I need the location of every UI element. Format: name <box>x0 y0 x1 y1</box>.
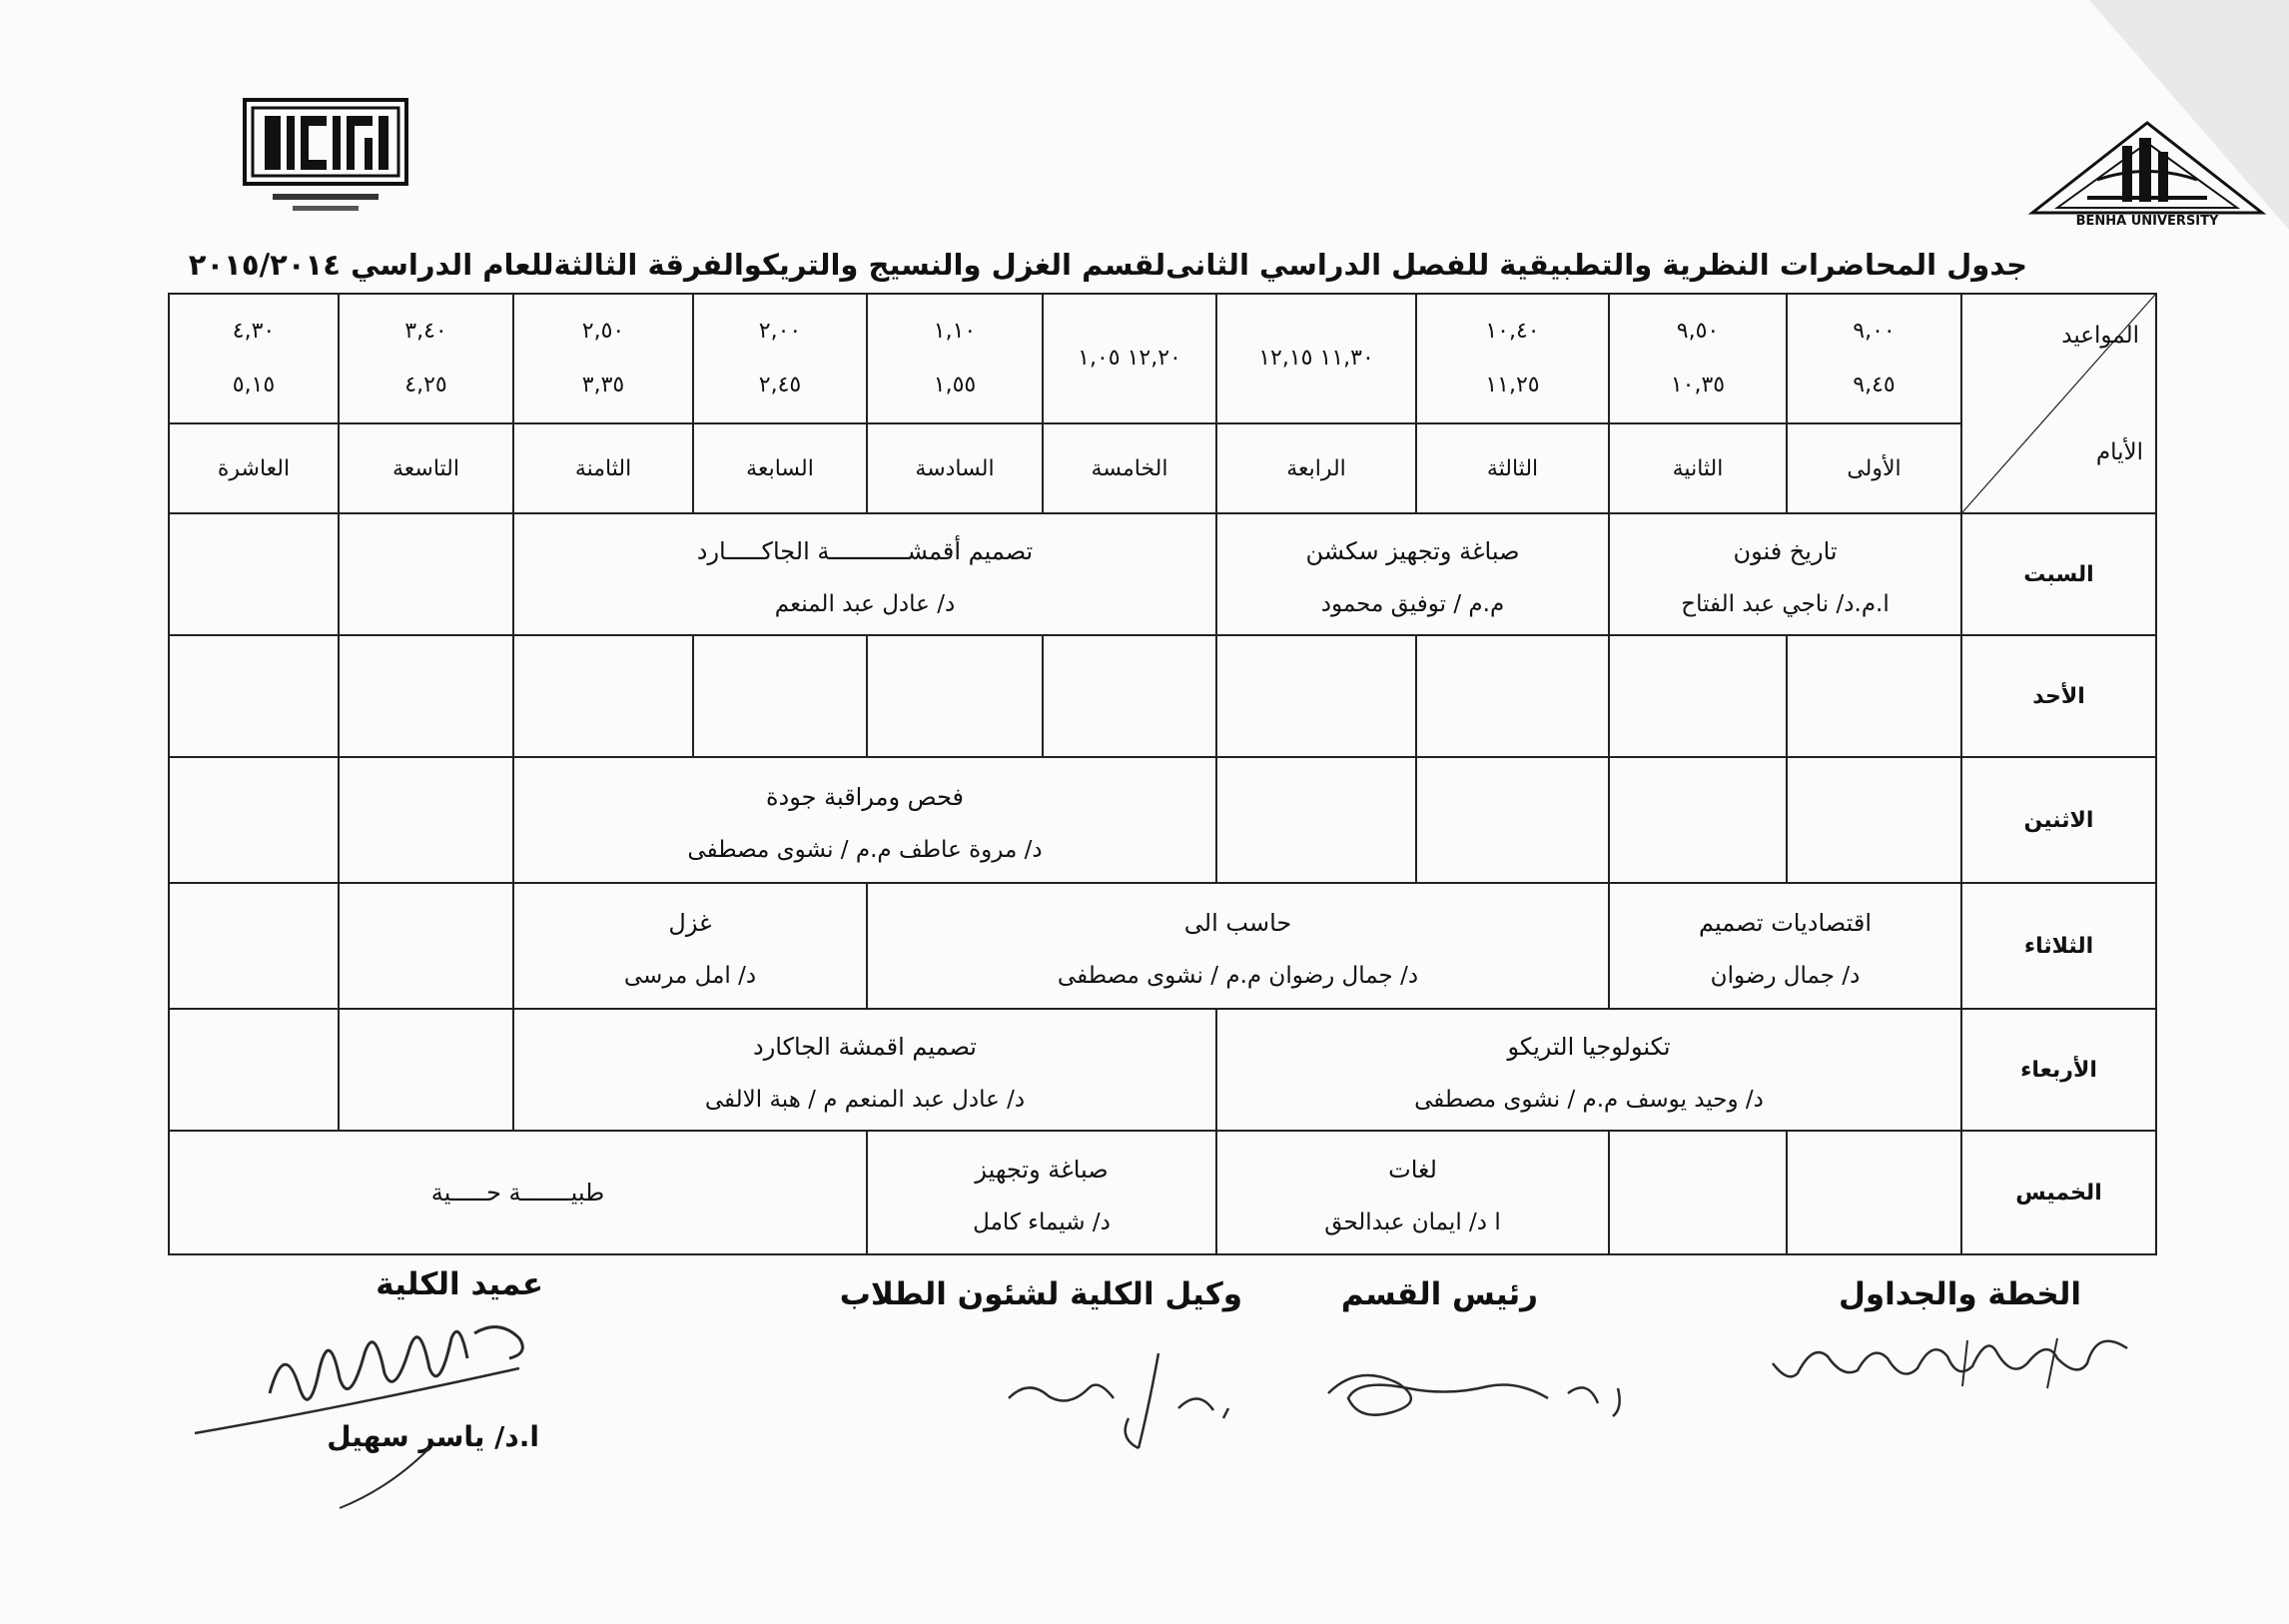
empty-cell <box>339 883 513 1009</box>
lecture-subject: حاسب الى <box>1183 909 1292 937</box>
faculty-logo <box>243 98 408 218</box>
period-name: الرابعة <box>1216 423 1416 513</box>
dean-name: ا.د/ ياسر سهيل <box>327 1420 539 1453</box>
empty-cell <box>169 1009 339 1131</box>
period-time: ١,١٠ ١,٥٥ <box>867 294 1043 423</box>
day-label: الخميس <box>1961 1131 2156 1254</box>
lecture-instructor: د/ عادل عبد المنعم <box>774 591 956 617</box>
empty-cell <box>867 635 1043 757</box>
vice-dean-title: وكيل الكلية لشئون الطلاب <box>839 1276 1242 1312</box>
empty-cell <box>339 635 513 757</box>
empty-cell <box>1416 635 1609 757</box>
svg-text:BENHA UNIVERSITY: BENHA UNIVERSITY <box>2075 214 2219 228</box>
empty-cell <box>1216 635 1416 757</box>
empty-cell <box>1787 757 1961 883</box>
period-name: الثالثة <box>1416 423 1609 513</box>
plans-signature <box>1758 1318 2137 1398</box>
dean-title: عميد الكلية <box>376 1266 543 1302</box>
head-signature <box>1318 1358 1638 1428</box>
period-time: ٢,٥٠ ٣,٣٥ <box>513 294 693 423</box>
lecture-instructor: د/ مروة عاطف م.م / نشوى مصطفى <box>687 837 1043 863</box>
period-time: ١١,٣٠ ١٢,١٥ <box>1216 294 1416 423</box>
day-row-saturday <box>169 513 2156 635</box>
times-row <box>169 294 2156 423</box>
lecture-cell <box>867 1131 1216 1254</box>
lecture-instructor: د/ شيماء كامل <box>973 1210 1111 1235</box>
lecture-subject: طبيـــــــة حـــــية <box>430 1179 605 1207</box>
corner-times-label: المواعيد <box>2061 323 2139 349</box>
head-title: رئيس القسم <box>1340 1276 1538 1312</box>
empty-cell <box>1043 635 1216 757</box>
lecture-cell <box>1216 1009 1961 1131</box>
empty-cell <box>1416 757 1609 883</box>
day-row-sunday <box>169 635 2156 757</box>
day-label: الثلاثاء <box>1961 883 2156 1009</box>
day-label: الاثنين <box>1961 757 2156 883</box>
empty-cell <box>1609 757 1787 883</box>
lecture-instructor: ا.م.د/ ناجي عبد الفتاح <box>1681 591 1890 617</box>
period-name: الثامنة <box>513 423 693 513</box>
lecture-subject: تصميم أقمشـــــــــــة الجاكـــــارد <box>696 537 1034 565</box>
lecture-cell <box>169 1131 867 1254</box>
empty-cell <box>1609 1131 1787 1254</box>
lecture-subject: تكنولوجيا التريكو <box>1507 1033 1671 1061</box>
empty-cell <box>1787 635 1961 757</box>
dean-signature <box>190 1298 549 1518</box>
period-time: ٤,٣٠ ٥,١٥ <box>169 294 339 423</box>
title-part: جدول المحاضرات النظرية والتطبيقية للفصل الدراسي الثانى <box>1165 248 2027 282</box>
lecture-subject: فحص ومراقبة جودة <box>765 783 965 811</box>
vice-dean-signature <box>999 1348 1258 1458</box>
empty-cell <box>339 1009 513 1131</box>
lecture-instructor: د/ جمال رضوان <box>1710 963 1861 989</box>
lecture-cell <box>867 883 1609 1009</box>
day-row-monday <box>169 757 2156 883</box>
empty-cell <box>1787 1131 1961 1254</box>
lecture-subject: صباغة وتجهيز سكشن <box>1305 537 1520 565</box>
corner-days-label: الأيام <box>2095 439 2143 465</box>
day-row-tuesday <box>169 883 2156 1009</box>
empty-cell <box>169 513 339 635</box>
period-name: الأولى <box>1787 423 1961 513</box>
empty-cell <box>169 757 339 883</box>
lecture-cell <box>513 883 867 1009</box>
lecture-cell <box>513 757 1216 883</box>
period-name: الثانية <box>1609 423 1787 513</box>
lecture-subject: لغات <box>1388 1156 1437 1184</box>
day-row-wednesday <box>169 1009 2156 1131</box>
period-time: ٣,٤٠ ٤,٢٥ <box>339 294 513 423</box>
title-part: الفرقة الثالثة <box>553 248 744 282</box>
lecture-cell <box>1216 513 1609 635</box>
empty-cell <box>169 635 339 757</box>
lecture-instructor: د/ وحيد يوسف م.م / نشوى مصطفى <box>1414 1087 1764 1113</box>
university-logo <box>2027 118 2267 228</box>
lecture-cell <box>513 513 1216 635</box>
empty-cell <box>693 635 867 757</box>
lecture-cell <box>513 1009 1216 1131</box>
period-name: العاشرة <box>169 423 339 513</box>
period-name: السابعة <box>693 423 867 513</box>
empty-cell <box>339 513 513 635</box>
empty-cell <box>339 757 513 883</box>
lecture-subject: تاريخ فنون <box>1733 537 1838 565</box>
lecture-subject: صباغة وتجهيز <box>975 1156 1109 1184</box>
title-part: للعام الدراسي ٢٠١٥/٢٠١٤ <box>188 248 554 282</box>
lecture-instructor: م.م / توفيق محمود <box>1320 591 1505 617</box>
period-time: ٩,٠٠ ٩,٤٥ <box>1787 294 1961 423</box>
day-label: الأربعاء <box>1961 1009 2156 1131</box>
period-name: الخامسة <box>1043 423 1216 513</box>
lecture-instructor: ا د/ ايمان عبدالحق <box>1324 1210 1501 1235</box>
schedule-table <box>168 293 2157 1255</box>
empty-cell <box>513 635 693 757</box>
empty-cell <box>1216 757 1416 883</box>
empty-cell <box>169 883 339 1009</box>
empty-cell <box>1609 635 1787 757</box>
period-time: ١٠,٤٠ ١١,٢٥ <box>1416 294 1609 423</box>
day-label: السبت <box>1961 513 2156 635</box>
title-part: لقسم الغزل والنسيج والتريكو <box>743 248 1166 282</box>
period-time: ٢,٠٠ ٢,٤٥ <box>693 294 867 423</box>
lecture-subject: تصميم اقمشة الجاكارد <box>753 1033 977 1061</box>
lecture-instructor: د/ عادل عبد المنعم م / هبة الالفى <box>704 1087 1026 1113</box>
lecture-subject: غزل <box>668 909 712 937</box>
lecture-instructor: د/ جمال رضوان م.م / نشوى مصطفى <box>1057 963 1419 989</box>
lecture-instructor: د/ امل مرسى <box>623 963 757 989</box>
period-name: التاسعة <box>339 423 513 513</box>
period-time: ٩,٥٠ ١٠,٣٥ <box>1609 294 1787 423</box>
lecture-cell <box>1609 883 1961 1009</box>
day-label: الأحد <box>1961 635 2156 757</box>
schedule-title <box>188 248 2027 282</box>
period-names-row <box>169 423 2156 513</box>
day-row-thursday <box>169 1131 2156 1254</box>
lecture-subject: اقتصاديات تصميم <box>1699 909 1872 937</box>
period-time: ١٢,٢٠ ١,٠٥ <box>1043 294 1216 423</box>
period-name: السادسة <box>867 423 1043 513</box>
lecture-cell <box>1216 1131 1609 1254</box>
corner-header-cell <box>1961 294 2156 513</box>
lecture-cell <box>1609 513 1961 635</box>
plans-title: الخطة والجداول <box>1839 1276 2081 1312</box>
